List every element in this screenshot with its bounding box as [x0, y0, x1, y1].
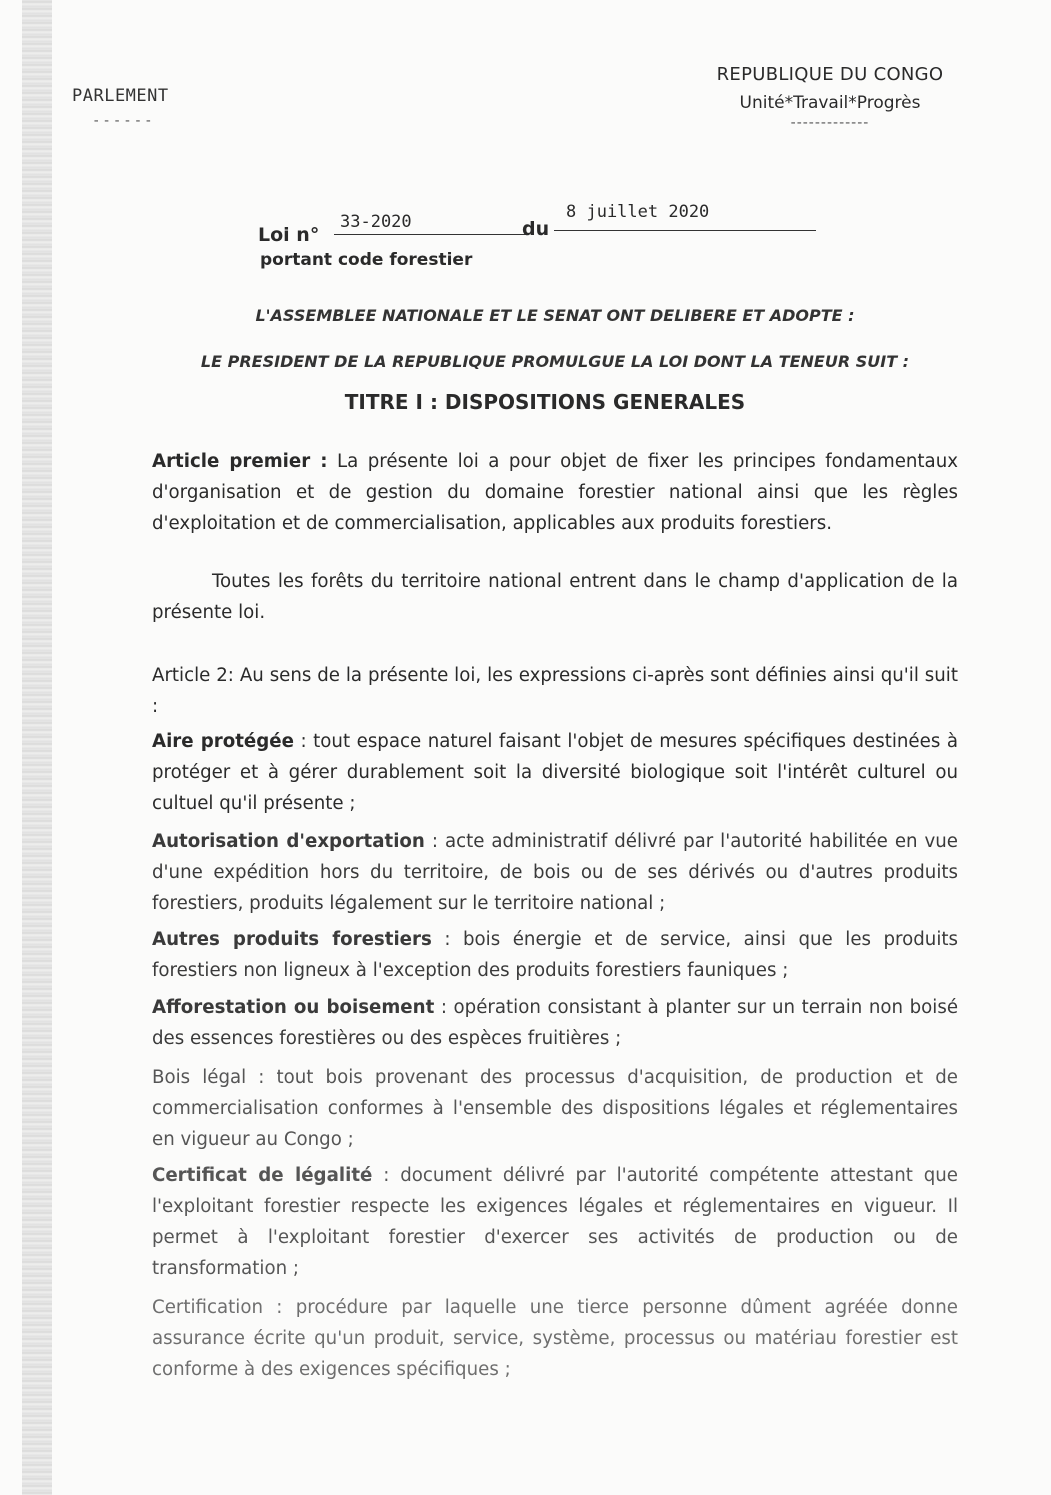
definition-aire-protegee	[152, 726, 958, 819]
definition-afforestation	[152, 992, 958, 1054]
article-1	[152, 446, 958, 539]
definition-text: : bois énergie et de service, ainsi que les produits forestiers non ligneux à l'exception des produits forestiers fauniques ;	[152, 929, 958, 981]
definition-term: Certificat de légalité	[152, 1165, 373, 1186]
definition-text: : document délivré par l'autorité compétente attestant que l'exploitant forestier respecte les exigences légales et réglementaires en vigueur. Il permet à l'exploitant forestier d'exercer ses activités de production ou de transformation ;	[152, 1165, 958, 1279]
scan-edge	[22, 0, 52, 1495]
article-1-paragraph-2: Toutes les forêts du territoire national entrent dans le champ d'application de la présente loi.	[152, 571, 958, 623]
definition-paragraph	[152, 992, 958, 1054]
law-subtitle: portant code forestier	[260, 250, 473, 270]
definition-term: Bois légal	[152, 1067, 247, 1088]
article-2-label: Article 2:	[152, 665, 234, 686]
definition-autres-produits	[152, 924, 958, 986]
country-header	[695, 64, 965, 131]
definition-text: : opération consistant à planter sur un terrain non boisé des essences forestières ou des espèces fruitières ;	[152, 997, 959, 1049]
definition-paragraph	[152, 924, 958, 986]
country-motto: Unité*Travail*Progrès	[739, 93, 921, 113]
definition-paragraph	[152, 726, 958, 819]
article-2-text: Au sens de la présente loi, les expressions ci-après sont définies ainsi qu'il suit :	[152, 665, 958, 717]
definition-text: : tout espace naturel faisant l'objet de mesures spécifiques destinées à protéger et à gérer durablement soit la diversité biologique soit l'intérêt culturel ou cultuel qu'il présente ;	[152, 731, 958, 814]
preamble-line-1: L'ASSEMBLEE NATIONALE ET LE SENAT ONT DELIBERE ET ADOPTE :	[255, 306, 855, 325]
definition-term: Autorisation d'exportation	[152, 831, 425, 852]
article-2	[152, 660, 958, 722]
law-number: 33-2020	[334, 212, 528, 235]
title-heading: TITRE I : DISPOSITIONS GENERALES	[344, 390, 746, 414]
law-label: Loi n°	[258, 224, 320, 246]
parliament-label: PARLEMENT	[72, 86, 169, 106]
definition-paragraph	[152, 1160, 958, 1284]
law-du-label: du	[522, 218, 550, 240]
definition-text: : procédure par laquelle une tierce personne dûment agréée donne assurance écrite qu'un produit, service, système, processus ou matériau forestier est conforme à des exigences spécifiques ;	[152, 1297, 958, 1380]
definition-certification	[152, 1292, 958, 1385]
country-name: REPUBLIQUE DU CONGO	[716, 64, 944, 85]
definition-paragraph	[152, 826, 958, 919]
definition-text: : tout bois provenant des processus d'acquisition, de production et de commercialisation conformes à l'ensemble des dispositions légales et réglementaires en vigueur au Congo ;	[152, 1067, 959, 1150]
article-1-label: Article premier :	[152, 451, 328, 472]
preamble-line-2: LE PRESIDENT DE LA REPUBLIQUE PROMULGUE LA LOI DONT LA TENEUR SUIT :	[200, 352, 910, 371]
article-1-text: La présente loi a pour objet de fixer les principes fondamentaux d'organisation et de gestion du domaine forestier national ainsi que les règles d'exploitation et de commercialisation, applicables aux produits forestiers.	[152, 451, 958, 534]
definition-paragraph	[152, 1292, 958, 1385]
law-number-line	[258, 202, 818, 246]
definition-term: Aire protégée	[152, 731, 294, 752]
article-1-para-2	[152, 566, 958, 628]
definition-autorisation	[152, 826, 958, 919]
definition-term: Certification	[152, 1297, 263, 1318]
article-2-paragraph	[152, 660, 958, 722]
definition-term: Autres produits forestiers	[152, 929, 432, 950]
parliament-dash: ------	[92, 113, 155, 129]
definition-paragraph	[152, 1062, 958, 1155]
country-dash: -------------	[790, 115, 870, 131]
definition-bois-legal	[152, 1062, 958, 1155]
definition-text: : acte administratif délivré par l'autorité habilitée en vue d'une expédition hors du territoire, de bois ou de ses dérivés ou d'autres produits forestiers, produits légalement sur le territoire national ;	[152, 831, 959, 914]
law-date: 8 juillet 2020	[554, 202, 816, 231]
article-1-paragraph	[152, 446, 958, 539]
definition-certificat	[152, 1160, 958, 1284]
definition-term: Afforestation ou boisement	[152, 997, 435, 1018]
